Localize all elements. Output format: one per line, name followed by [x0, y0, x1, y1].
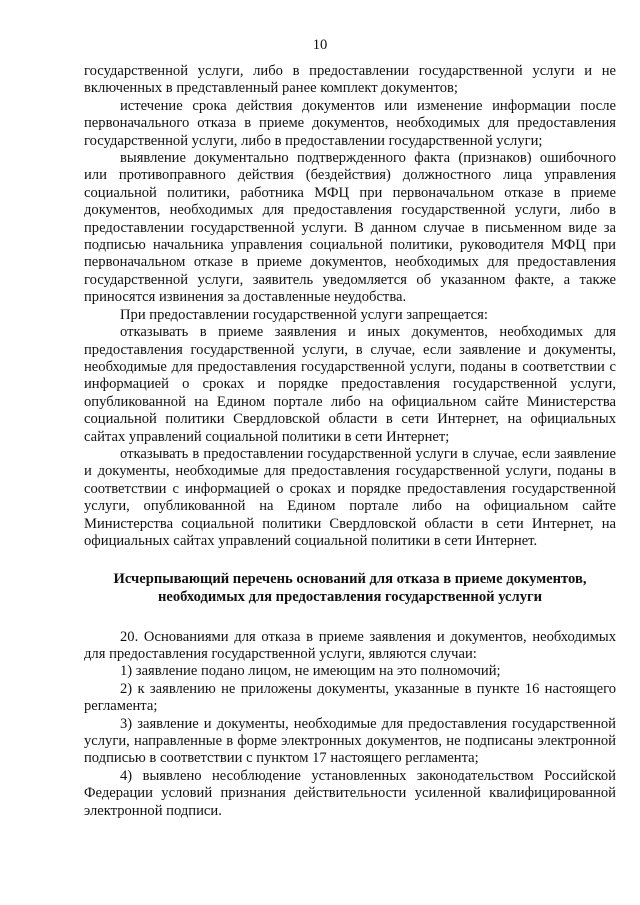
- section-heading-line: необходимых для предоставления государственной услуги: [157, 588, 543, 605]
- paragraph: 4) выявлено несоблюдение установленных законодательством Российской Федерации условий признания действительности усиленной квалифицированной электронной подписи.: [84, 767, 616, 819]
- document-body: [84, 63, 616, 820]
- paragraph-group-bottom: [84, 629, 616, 820]
- paragraph: государственной услуги, либо в предоставлении государственной услуги и не включенных в представленный ранее комплект документов;: [84, 63, 616, 97]
- paragraph: отказывать в приеме заявления и иных документов, необходимых для предоставления государственной услуги, в случае, если заявление и документы, необходимые для предоставления государственной услуги, поданы в соответствии с информацией о сроках и порядке предоставления государственной услуги, опубликованной на Едином портале либо на официальном сайте Министерства социальной политики Свердловской области в сети Интернет, на официальных сайтах управлений социальной политики в сети Интернет;: [84, 324, 616, 445]
- paragraph: При предоставлении государственной услуги запрещается:: [120, 306, 488, 323]
- section-heading: [84, 571, 616, 606]
- paragraph: 2) к заявлению не приложены документы, указанные в пункте 16 настоящего регламента;: [84, 680, 616, 715]
- paragraph: отказывать в предоставлении государственной услуги в случае, если заявление и документы, необходимые для предоставления государственной услуги, поданы в соответствии с информацией о сроках и порядке предоставления государственной услуги, опубликованной на Едином портале либо на официальном сайте Министерства социальной политики Свердловской области в сети Интернет, на официальных сайтах управлений социальной политики в сети Интернет.: [84, 445, 616, 549]
- page-number: 10: [312, 37, 328, 53]
- paragraph: истечение срока действия документов или изменение информации после первоначального отказа в приеме документов, необходимых для предоставления государственной услуги, либо в предоставлении государственной услуги;: [84, 97, 616, 149]
- paragraph: выявление документально подтвержденного факта (признаков) ошибочного или противоправного действия (бездействия) должностного лица управления социальной политики, работника МФЦ при первоначальном отказе в приеме документов, необходимых для предоставления государственной услуги, либо в предоставлении государственной услуги. В данном случае в письменном виде за подписью начальника управления социальной политики, руководителя МФЦ при первоначальном отказе в приеме документов, необходимых для предоставления государственной услуги, заявитель уведомляется об указанном факте, а также приносятся извинения за доставленные неудобства.: [84, 150, 616, 306]
- paragraph: 1) заявление подано лицом, не имеющим на это полномочий;: [120, 663, 501, 680]
- section-heading-line: Исчерпывающий перечень оснований для отказа в приеме документов,: [113, 571, 587, 588]
- paragraph: 20. Основаниями для отказа в приеме заявления и документов, необходимых для предоставления государственной услуги, являются случаи:: [84, 628, 616, 662]
- paragraph-group-top: [84, 63, 616, 550]
- paragraph: 3) заявление и документы, необходимые для предоставления государственной услуги, направленные в форме электронных документов, не подписаны электронной подписью в соответствии с пунктом 17 настоящего регламента;: [84, 715, 616, 767]
